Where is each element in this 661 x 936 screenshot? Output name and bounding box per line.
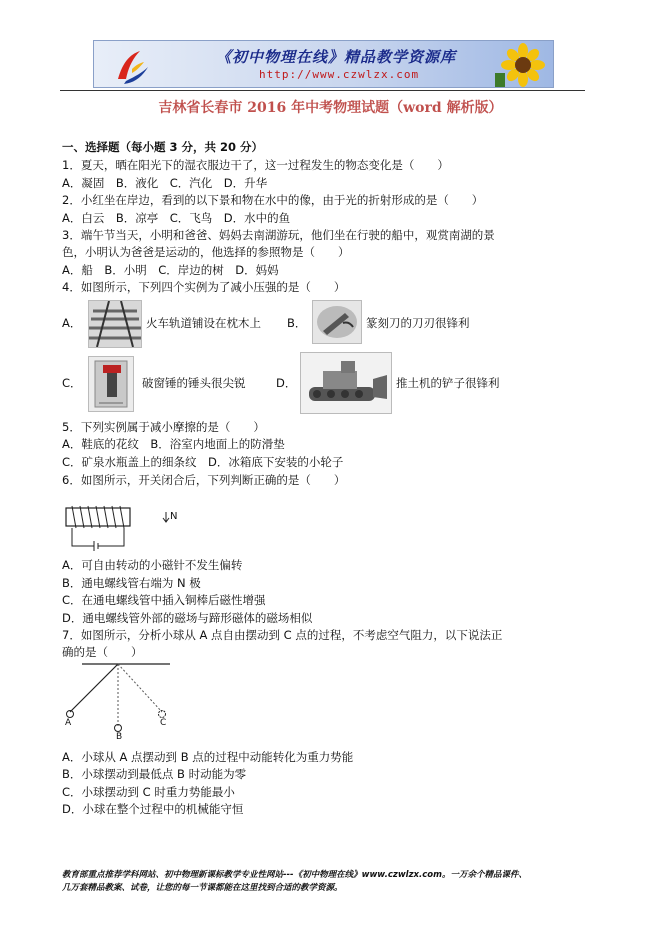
q3-options: A．船 B．小明 C．岸边的树 D．妈妈 xyxy=(62,263,279,277)
banner-url[interactable]: http://www.czwlzx.com xyxy=(259,68,420,81)
q4-option-b-text: 篆刻刀的刀刃很锋利 xyxy=(366,316,470,330)
q4-stem: 4．如图所示，下列四个实例为了减小压强的是（ ） xyxy=(62,280,346,294)
q7-stem-line2: 确的是（ ） xyxy=(62,645,143,659)
q4-option-c-label: C． xyxy=(62,376,82,390)
footer-line-1: 教育部重点推荐学科网站、初中物理新课标教学专业性网站---《初中物理在线》www.czwlzx.com。一万余个精品课件、 xyxy=(62,870,527,880)
site-logo-icon xyxy=(112,47,150,85)
q1-options: A．凝固 B．液化 C．汽化 D．升华 xyxy=(62,176,268,190)
window-breaker-hammer-image xyxy=(88,356,134,412)
q6-option-b: B．通电螺线管右端为 N 极 xyxy=(62,576,201,590)
q4-option-a-label: A． xyxy=(62,316,82,330)
q1-stem: 1．夏天，晒在阳光下的湿衣服边干了，这一过程发生的物态变化是（ ） xyxy=(62,158,449,172)
q6-option-a: A．可自由转动的小磁针不发生偏转 xyxy=(62,558,243,572)
q6-option-d: D．通电螺线管外部的磁场与蹄形磁体的磁场相似 xyxy=(62,611,313,625)
bulldozer-image xyxy=(300,352,392,414)
q6-option-c: C．在通电螺线管中插入铜棒后磁性增强 xyxy=(62,593,266,607)
pendulum-label-b: B xyxy=(116,732,123,742)
railway-track-image xyxy=(88,300,142,348)
q4-option-c-text: 破窗锤的锤头很尖锐 xyxy=(142,376,246,390)
banner-title: 《初中物理在线》精品教学资源库 xyxy=(216,48,457,66)
q4-option-a-text: 火车轨道铺设在枕木上 xyxy=(146,316,261,330)
header-banner xyxy=(93,40,554,88)
page-title: 吉林省长春市 2016 年中考物理试题（word 解析版） xyxy=(158,100,503,116)
footer-line-2: 几万套精品教案、试卷，让您的每一节课都能在这里找到合适的教学资源。 xyxy=(62,883,343,893)
header-rule xyxy=(60,90,585,91)
q7-option-b: B．小球摆动到最低点 B 时动能为零 xyxy=(62,767,247,781)
q7-option-a: A．小球从 A 点摆动到 B 点的过程中动能转化为重力势能 xyxy=(62,750,354,764)
q7-option-d: D．小球在整个过程中的机械能守恒 xyxy=(62,802,244,816)
pendulum-label-a: A xyxy=(65,718,72,728)
q7-option-c: C．小球摆动到 C 时重力势能最小 xyxy=(62,785,235,799)
q4-option-d-label: D． xyxy=(276,376,297,390)
sunflower-icon xyxy=(493,43,545,87)
q7-stem-line1: 7．如图所示，分析小球从 A 点自由摆动到 C 点的过程，不考虑空气阻力，以下说法正 xyxy=(62,628,503,642)
q3-stem-line2: 色，小明认为爸爸是运动的，他选择的参照物是（ ） xyxy=(62,245,350,259)
carving-knife-image xyxy=(312,300,362,344)
q5-options-2: C．矿泉水瓶盖上的细条纹 D．冰箱底下安装的小轮子 xyxy=(62,455,344,469)
q3-stem-line1: 3．端午节当天，小明和爸爸、妈妈去南湖游玩，他们坐在行驶的船中，观赏南湖的景 xyxy=(62,228,495,242)
q2-options: A．白云 B．凉亭 C．飞鸟 D．水中的鱼 xyxy=(62,211,291,225)
pendulum-label-c: C xyxy=(160,718,167,728)
q5-stem: 5．下列实例属于减小摩擦的是（ ） xyxy=(62,420,265,434)
q6-needle-label: N xyxy=(170,511,178,522)
q4-option-b-label: B． xyxy=(287,316,307,330)
section-heading: 一、选择题（每小题 3 分，共 20 分） xyxy=(62,140,264,154)
solenoid-circuit-diagram xyxy=(62,496,188,552)
q4-option-d-text: 推土机的铲子很锋利 xyxy=(396,376,500,390)
q6-stem: 6．如图所示，开关闭合后，下列判断正确的是（ ） xyxy=(62,473,346,487)
q5-options-1: A．鞋底的花纹 B．浴室内地面上的防滑垫 xyxy=(62,437,285,451)
q2-stem: 2．小红坐在岸边，看到的以下景和物在水中的像，由于光的折射形成的是（ ） xyxy=(62,193,484,207)
